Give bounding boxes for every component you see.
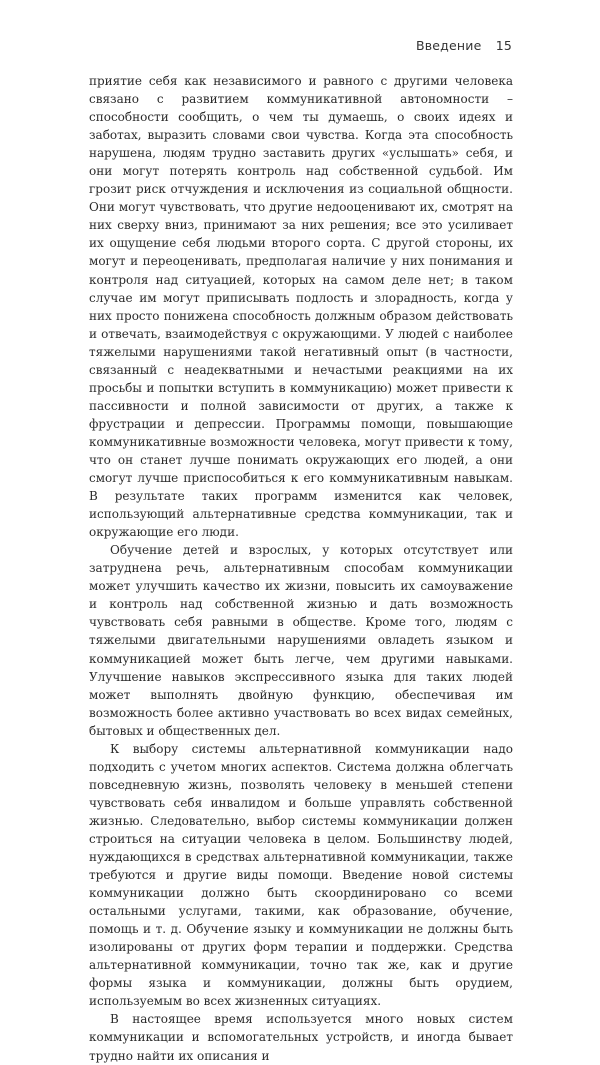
body-text — [89, 72, 513, 1065]
paragraph: Обучение детей и взрослых, у которых отсутствует или затруднена речь, альтернативным способам коммуникации может улучшить качество их жизни, повысить их самоуважение и контроль над собственной жизнью и дать возможность чувствовать себя равными в обществе. Кроме того, людям с тяжелыми двигательными нарушениями овладеть языком и коммуникацией может быть легче, чем другими навыками. Улучшение навыков экспрессивного языка для таких людей может выполнять двойную функцию, обеспечивая им возможность более активно участвовать во всех видах семейных, бытовых и общественных дел. — [89, 543, 513, 738]
running-head — [416, 38, 512, 53]
section-title: Введение — [415, 38, 482, 53]
paragraph: В настоящее время используется много новых систем коммуникации и вспомогательных устройств, и иногда бывает трудно найти их описания и — [89, 1012, 513, 1063]
page-number: 15 — [495, 38, 512, 53]
paragraph-continuation: приятие себя как независимого и равного с другими человека связано с развитием коммуникативной автономности – способности сообщить, о чем ты думаешь, о своих идеях и заботах, выразить словами свои чувства. Когда эта способность нарушена, людям трудно заставить других «услышать» себя, и они могут потерять контроль над собственной судьбой. Им грозит риск отчуждения и исключения из социальной общности. Они могут чувствовать, что другие недооценивают их, смотрят на них сверху вниз, принимают за них решения; все это усиливает их ощущение себя людьми второго сорта. С другой стороны, их могут и переоценивать, предполагая наличие у них понимания и контроля над ситуацией, которых на самом деле нет; в таком случае им могут приписывать подлость и злорадность, когда у них просто понижена способность должным образом действовать и отвечать, взаимодействуя с окружающими. У людей с наиболее тяжелыми нарушениями такой негативный опыт (в частности, связанный с неадекватными и нечастыми реакциями на их просьбы и попытки вступить в коммуникацию) может привести к пассивности и полной зависимости от других, а также к фрустрации и депрессии. Программы помощи, повышающие коммуникативные возможности человека, могут привести к тому, что он станет лучше понимать окружающих его людей, а они смогут лучше приспособиться к его коммуникативным навыкам. В результате таких программ изменится как человек, использующий альтернативные средства коммуникации, так и окружающие его люди. — [89, 74, 513, 540]
paragraph: К выбору системы альтернативной коммуникации надо подходить с учетом многих аспектов. Система должна облегчать повседневную жизнь, позволять человеку в меньшей степени чувствовать себя инвалидом и больше управлять собственной жизнью. Следовательно, выбор системы коммуникации должен строиться на ситуации человека в целом. Большинству людей, нуждающихся в средствах альтернативной коммуникации, также требуются и другие виды помощи. Введение новой системы коммуникации должно быть скоординировано со всеми остальными услугами, такими, как образование, обучение, помощь и т. д. Обучение языку и коммуникации не должны быть изолированы от других форм терапии и поддержки. Средства альтернативной коммуникации, точно так же, как и другие формы языка и коммуникации, должны быть орудием, используемым во всех жизненных ситуациях. — [89, 741, 513, 1009]
